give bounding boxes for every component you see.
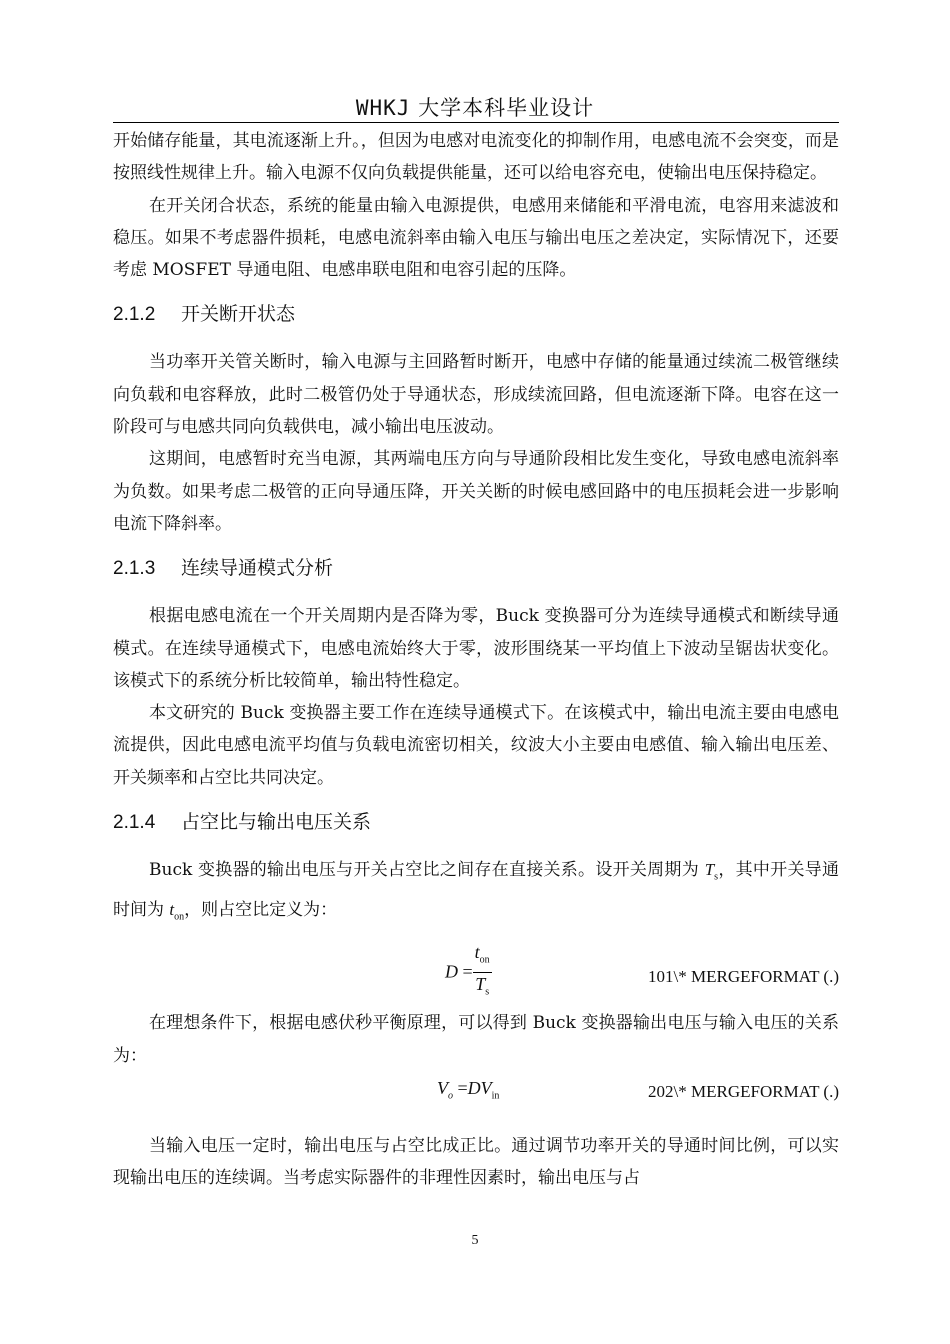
- text-run: Buck 变换器的输出电压与开关占空比之间存在直接关系。设开关周期为: [149, 860, 705, 881]
- equation-output-voltage: [113, 1072, 839, 1114]
- symbol-var: t: [169, 899, 175, 919]
- section-title: 占空比与输出电压关系: [181, 811, 372, 834]
- paragraph: 在开关闭合状态，系统的能量由输入电源提供，电感用来储能和平滑电流，电容用来滤波和稳压。如果不考虑器件损耗，电感电流斜率由输入电压与输出电压之差决定，实际情况下，还要考虑 MOSFET 导通电阻、电感串联电阻和电容引起的压降。: [113, 195, 839, 281]
- paragraph: [113, 854, 839, 933]
- eq-den-sub: s: [485, 986, 490, 998]
- eq-equals: =: [458, 962, 473, 983]
- eq-den-var: T: [475, 974, 486, 995]
- header-title-zh: 大学本科毕业设计: [410, 96, 595, 120]
- eq-num-var: t: [474, 942, 480, 963]
- equation-tag: 202\* MERGEFORMAT (.): [648, 1082, 839, 1102]
- equation-duty-cycle: [113, 933, 839, 1003]
- paragraph: 当功率开关管关断时，输入电源与主回路暂时断开，电感中存储的能量通过续流二极管继续向负载和电容释放，此时二极管仍处于导通状态，形成续流回路，但电流逐渐下降。电容在这一阶段可与电感共同向负载供电，减小输出电压波动。: [113, 352, 839, 438]
- paragraph: 这期间，电感暂时充当电源，其两端电压方向与导通阶段相比发生变化，导致电感电流斜率为负数。如果考虑二极管的正向导通压降，开关关断的时候电感回路中的电压损耗会进一步影响电流下降斜率。: [113, 449, 839, 534]
- paragraph: 本文研究的 Buck 变换器主要工作在连续导通模式下。在该模式中，输出电流主要由电感电流提供，因此电感电流平均值与负载电流密切相关，纹波大小主要由电感值、输入输出电压差、开关频率和占空比共同决定。: [113, 703, 839, 788]
- eq-denominator: [473, 973, 492, 1004]
- symbol-sub: s: [714, 871, 719, 883]
- page-number: 5: [471, 1233, 479, 1248]
- symbol-ton: [169, 899, 185, 923]
- paragraph: 开始储存能量，其电流逐渐上升。，但因为电感对电流变化的抑制作用，电感电流不会突变，而是按照线性规律上升。输入电源不仅向负载提供能量，还可以给电容充电，使输出电压保持稳定。: [113, 131, 839, 184]
- section-number: 2.1.2: [113, 304, 156, 326]
- eq-lhs-sub: o: [448, 1090, 453, 1102]
- paragraph: 在理想条件下，根据电感伏秒平衡原理，可以得到 Buck 变换器输出电压与输入电压的关系为：: [113, 1013, 839, 1066]
- equation-tag: 101\* MERGEFORMAT (.): [648, 967, 839, 987]
- text-run: ，其中开关导通时间为: [113, 860, 840, 920]
- symbol-sub: on: [174, 911, 185, 923]
- eq-num-sub: on: [479, 955, 490, 967]
- header-title-en: WHKJ: [355, 96, 411, 120]
- section-title: 开关断开状态: [181, 303, 296, 326]
- eq-rhs-sub: in: [491, 1090, 500, 1102]
- header-rule: [113, 122, 839, 123]
- section-number: 2.1.4: [113, 812, 156, 834]
- eq-lhs: D: [445, 962, 458, 983]
- paragraph: 根据电感电流在一个开关周期内是否降为零，Buck 变换器可分为连续导通模式和断续导通模式。在连续导通模式下，电感电流始终大于零，波形围绕某一平均值上下波动呈锯齿状变化。该模式下的系统分析比较简单，输出特性稳定。: [113, 606, 839, 691]
- equation-formula: [437, 1078, 499, 1102]
- section-heading-2-1-2: [113, 294, 839, 346]
- paragraph: 当输入电压一定时，输出电压与占空比成正比。通过调节功率开关的导通时间比例，可以实现输出电压的连续调。当考虑实际器件的非理性因素时，输出电压与占: [113, 1136, 839, 1189]
- page-header: [0, 92, 950, 122]
- eq-rhs: DV: [467, 1078, 492, 1099]
- text-run: ，则占空比定义为：: [184, 899, 338, 920]
- symbol-Ts: [704, 860, 719, 883]
- section-title: 连续导通模式分析: [181, 557, 334, 580]
- symbol-var: T: [704, 860, 715, 880]
- section-heading-2-1-3: [113, 548, 839, 600]
- eq-lhs: V: [437, 1078, 448, 1099]
- eq-fraction: [473, 941, 492, 1003]
- section-number: 2.1.3: [113, 558, 156, 580]
- eq-numerator: [473, 941, 492, 973]
- equation-formula: [445, 941, 492, 1003]
- section-heading-2-1-4: [113, 802, 839, 854]
- document-body: [113, 125, 839, 1195]
- eq-equals: =: [453, 1078, 468, 1099]
